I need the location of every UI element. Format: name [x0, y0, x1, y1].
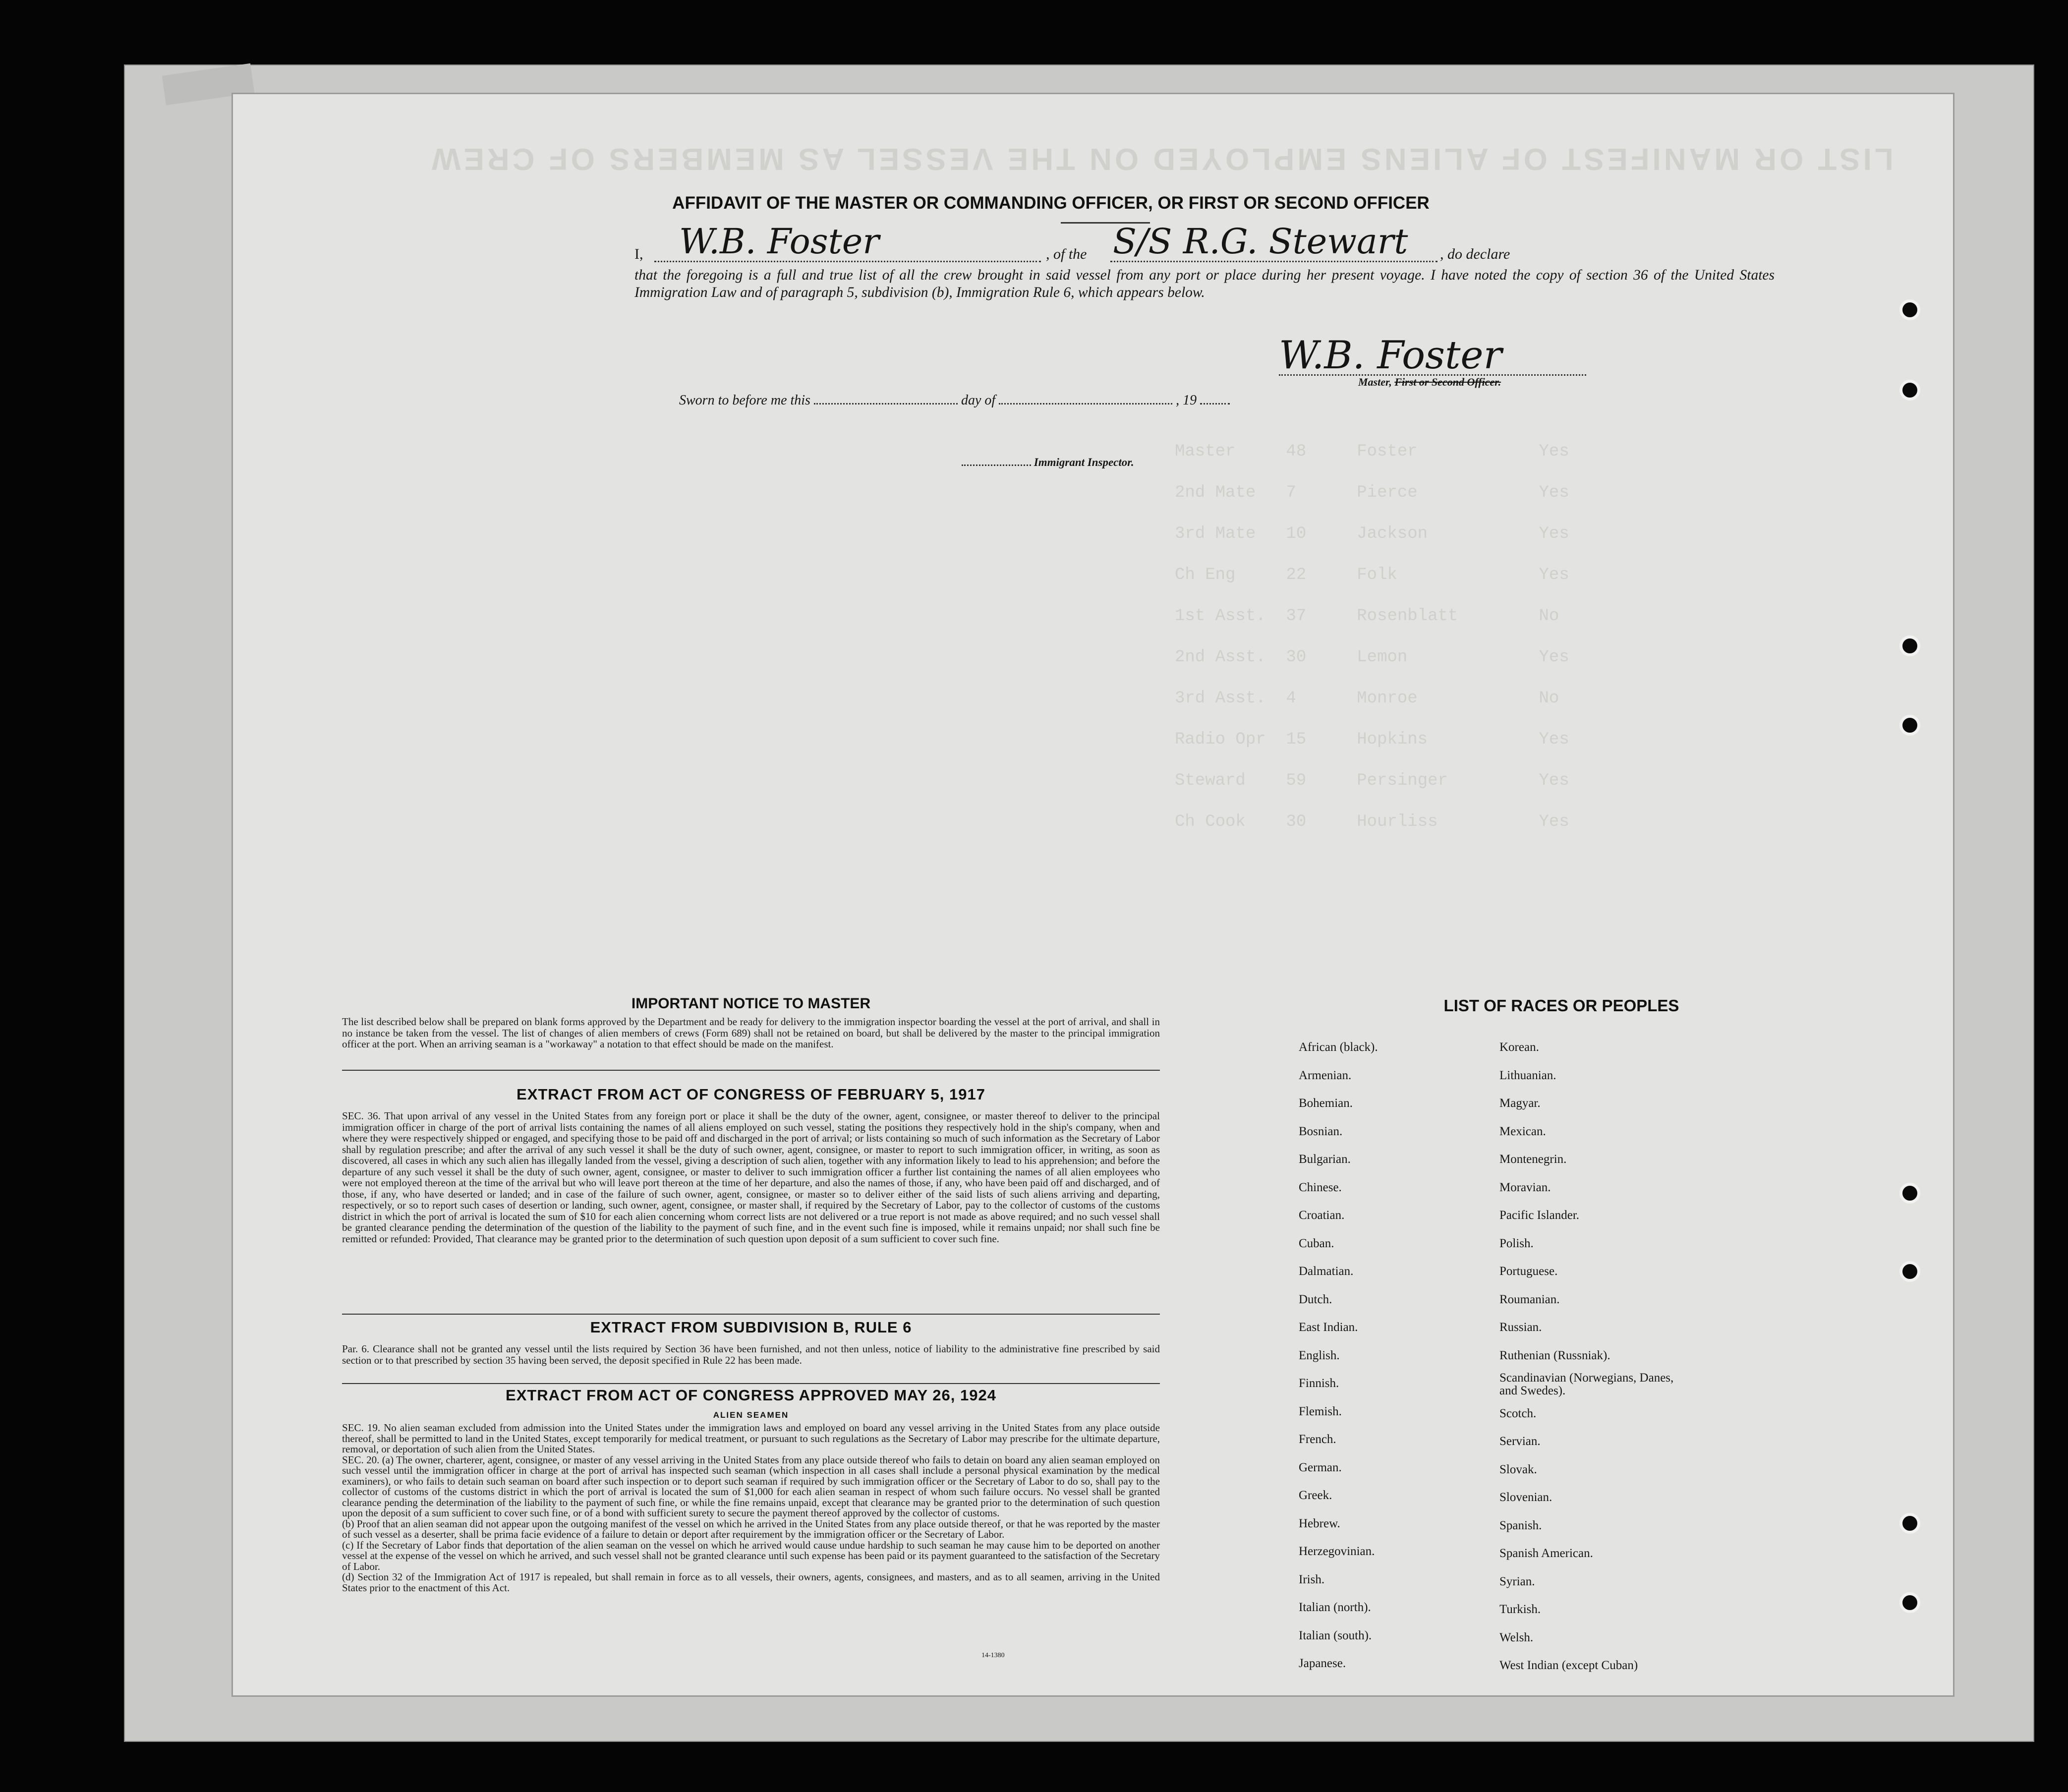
race-item: Scandinavian (Norwegians, Danes, and Swedes). — [1499, 1371, 1674, 1397]
race-item: Italian (north). — [1299, 1601, 1371, 1614]
sworn-day-blank — [814, 403, 958, 405]
race-item: Spanish American. — [1499, 1547, 1593, 1560]
race-item: Italian (south). — [1299, 1628, 1372, 1642]
affidavit-page — [233, 94, 1953, 1695]
race-item: Lithuanian. — [1499, 1068, 1556, 1082]
extract-1917-text: SEC. 36. That upon arrival of any vessel in the United States from any foreign port or place it shall be the duty of the owner, agent, consignee, or master thereof to deliver to the principal immigration officer in charge of the port of arrival lists containing the names of all aliens employed on such vessel, stating the positions they respectively hold in the ship's company, when and where they were respectively shipped or engaged, and specifying those to be paid off and discharged in the port of arrival; or lists containing so much of such information as the Secretary of Labor shall by regulation prescribe; and after the arrival of any such vessel it shall be the duty of such owner, agent, consignee, or master to report to such immigration officer, in writing, as soon as discovered, all cases in which any such alien has illegally landed from the vessel, giving a description of such alien, together with any information likely to lead to his apprehension; and before the departure of any such vessel it shall be the duty of such owner, agent, consignee, or master to deliver to such immigration officer a further list containing the names of all alien employees who were not employed thereon at the time of the arrival but who will leave port thereon at the time of her departure, and also the names of those, if any, who have been paid off and discharged, and of those, if any, who have deserted or landed; and in case of the failure of such owner, agent, consignee, or master so to deliver either of the said lists of such aliens arriving and departing, respectively, or so to report such cases of desertion or landing, such owner, agent, consignee, or master shall, if required by the Secretary of Labor, pay to the collector of customs of the customs district in which the port of arrival is located the sum of $10 for each alien concerning whom correct lists are not delivered or a true report is not made as above required; and no such vessel shall be granted clearance pending the determination of the question of the liability to the payment of such fine, and in the event such fine is imposed, while it remains unpaid; nor shall such fine be remitted or refunded: Provided, That clearance may be granted prior to the determination of such question upon deposit of a sum sufficient to cover such fine. — [342, 1110, 1160, 1245]
i-label: I, — [634, 246, 643, 262]
race-item: Japanese. — [1299, 1657, 1346, 1670]
race-item: East Indian. — [1299, 1321, 1358, 1334]
binder-hole — [1899, 1261, 1920, 1282]
signature-caption-struck: First or Second Officer. — [1394, 376, 1501, 388]
sworn-month-blank — [999, 403, 1172, 405]
sworn-label: Sworn to before me this — [679, 393, 810, 408]
race-item: Hebrew. — [1299, 1516, 1340, 1530]
race-item: Welsh. — [1499, 1630, 1534, 1644]
race-item: Chinese. — [1299, 1180, 1342, 1194]
race-item: Bohemian. — [1299, 1097, 1353, 1110]
race-item: Irish. — [1299, 1572, 1325, 1586]
race-item: Magyar. — [1499, 1097, 1541, 1110]
race-item: Syrian. — [1499, 1574, 1535, 1588]
race-item: Dutch. — [1299, 1292, 1332, 1306]
race-item: Croatian. — [1299, 1209, 1345, 1222]
extract-1924-subtitle: ALIEN SEAMEN — [713, 1410, 789, 1420]
inspector-blank — [962, 464, 1031, 466]
binder-hole — [1899, 1183, 1920, 1204]
race-item: Montenegrin. — [1499, 1153, 1567, 1166]
extract-rule6-rule — [342, 1383, 1160, 1384]
race-item: Slovenian. — [1499, 1491, 1552, 1504]
race-item: Portuguese. — [1499, 1265, 1558, 1278]
sworn-year-blank — [1200, 403, 1230, 405]
master-signature: W.B. Foster — [1279, 333, 1502, 378]
sworn-line — [679, 393, 1522, 412]
race-item: Herzegovinian. — [1299, 1545, 1375, 1558]
declaration-line — [634, 221, 1799, 269]
race-item: Turkish. — [1499, 1603, 1541, 1616]
extract-rule6-title: EXTRACT FROM SUBDIVISION B, RULE 6 — [590, 1319, 912, 1336]
binder-hole — [1899, 1513, 1920, 1534]
binder-hole — [1899, 299, 1920, 320]
race-item: Flemish. — [1299, 1404, 1342, 1418]
race-item: Slovak. — [1499, 1462, 1537, 1476]
race-item: Moravian. — [1499, 1180, 1551, 1194]
sec-20c-paragraph: (c) If the Secretary of Labor finds that deportation of the alien seaman on the vessel on which he arrived would cause undue hardship to such seaman he may cause him to be deported on another vessel at the expense of the vessel on which he arrived, and such vessel shall not be granted clearance until such expense has been paid or its payment guaranteed to the satisfaction of the Secretary of Labor. — [342, 1539, 1160, 1572]
race-item: Finnish. — [1299, 1377, 1339, 1390]
signature-caption — [1358, 376, 1501, 389]
master-name: W.B. Foster — [679, 221, 879, 262]
race-item: Russian. — [1499, 1321, 1542, 1334]
extract-rule6-text: Par. 6. Clearance shall not be granted any vessel until the lists required by Section 36 have been furnished, and not then unless, notice of liability to the administrative fine prescribed by said section or to that prescribed by section 35 having been served, the deposit specified in Rule 22 has been made. — [342, 1343, 1160, 1366]
sec-20b-paragraph: (b) Proof that an alien seaman did not appear upon the outgoing manifest of the vessel on which he arrived in the United States from any place outside thereof, or that he was reported by the master of such vessel as a deserter, shall be prima facie evidence of a failure to detain or deport after requirement by the immigration officer or the Secretary of Labor. — [342, 1517, 1160, 1540]
year-label: , 19 — [1176, 393, 1197, 408]
bleed-through-columns: Master 48 Foster Yes 2nd Mate 7 Pierce Yes 3rd Mate 10 Jackson Yes Ch Eng 22 Folk Yes 1st Asst. 37 Rosenblatt No 2nd Asst. 30 Lemon Yes 3rd Asst. 4 Monroe No Radio Opr 15 Hopkins Yes Steward 59 Persinger Yes Ch Cook 30 Hourliss Yes — [1175, 442, 1569, 831]
affidavit-statement: that the foregoing is a full and true list of all the crew brought in said vessel from any port or place during her present voyage. I have noted the copy of section 36 of the United States Immigration Law and of paragraph 5, subdivision (b), Immigration Rule 6, which appears below. — [634, 267, 1775, 300]
notice-text: The list described below shall be prepared on blank forms approved by the Department and be ready for delivery to the immigration inspector boarding the vessel at the port of arrival, and shall in no instance be taken from the vessel. The list of changes of alien members of crews (Form 689) shall not be retained on board, but shall be delivered by the master to the principal immigration officer at the port. When an arriving seaman is a "workaway" a notation to that effect should be made on the manifest. — [342, 1016, 1160, 1050]
race-item: French. — [1299, 1433, 1336, 1446]
day-label: day of — [961, 393, 996, 408]
race-item: Roumanian. — [1499, 1292, 1560, 1306]
sec-19-paragraph: SEC. 19. No alien seaman excluded from admission into the United States under the immigration laws and employed on board any vessel arriving in the United States from any place outside thereof, shall be permitted to land in the United States, except temporarily for medical treatment, or pursuant to such regulations as the Secretary of Labor may prescribe for the ultimate departure, removal, or deportation of such alien from the United States. — [342, 1422, 1160, 1455]
sec-20d-paragraph: (d) Section 32 of the Immigration Act of 1917 is repealed, but shall remain in force as to all vessels, their owners, agents, consignees, and masters, and as to all seamen, arriving in the United States prior to the enactment of this Act. — [342, 1571, 1160, 1594]
race-item: Bosnian. — [1299, 1124, 1343, 1138]
declare-label: , do declare — [1440, 246, 1510, 262]
form-number: 14-1380 — [981, 1652, 1005, 1659]
binder-hole — [1899, 380, 1920, 401]
race-item: Cuban. — [1299, 1236, 1334, 1250]
extract-1917-rule — [342, 1314, 1160, 1315]
bleed-through-title: LIST OR MANIFEST OF ALIENS EMPLOYED ON THE VESSEL AS MEMBERS OF CREW — [429, 142, 1894, 176]
of-the-label: , of the — [1046, 246, 1087, 262]
notice-rule — [342, 1070, 1160, 1071]
page-title: AFFIDAVIT OF THE MASTER OR COMMANDING OFFICER, OR FIRST OR SECOND OFFICER — [672, 193, 1430, 213]
race-item: Pacific Islander. — [1499, 1209, 1580, 1222]
race-item: Korean. — [1499, 1041, 1539, 1054]
race-item: Mexican. — [1499, 1124, 1546, 1138]
extract-1924-text — [342, 1423, 1160, 1593]
inspector-label: Immigrant Inspector. — [1034, 456, 1134, 468]
race-item: Polish. — [1499, 1236, 1534, 1250]
notice-title: IMPORTANT NOTICE TO MASTER — [631, 995, 871, 1012]
signature-caption-master: Master, — [1358, 376, 1392, 388]
binder-hole — [1899, 1592, 1920, 1613]
extract-1917-title: EXTRACT FROM ACT OF CONGRESS OF FEBRUARY 5, 1917 — [517, 1086, 985, 1103]
binder-hole — [1899, 636, 1920, 656]
races-left-column — [1299, 1034, 1378, 1678]
sec-20a-paragraph: SEC. 20. (a) The owner, charterer, agent, consignee, or master of any vessel arriving in the United States from any place outside thereof who fails to detain on board any alien seaman employed on such vessel until the immigration officer in charge at the port of arrival has inspected such seaman (which inspection in all cases shall include a personal physical examination by the medical examiners), or who fails to detain such seaman on board after such inspection or to deport such seaman if required by such immigration officer or the Secretary of Labor to do so, shall pay to the collector of customs of the customs district in which the port of arrival is located the sum of $1,000 for each alien seaman in respect of whom such failure occurs. No vessel shall be granted clearance pending the determination of the liability to the payment of such fine, or while the fine remains unpaid, except that clearance may be granted prior to the determination of such question upon the deposit of a sum sufficient to cover such fine, or of a bond with sufficient surety to secure the payment thereof approved by the collector of customs. — [342, 1453, 1160, 1519]
inspector-line — [962, 456, 1134, 469]
race-item: Greek. — [1299, 1489, 1332, 1502]
races-title: LIST OF RACES OR PEOPLES — [1443, 996, 1679, 1015]
race-item: African (black). — [1299, 1041, 1378, 1054]
race-item: West Indian (except Cuban) — [1499, 1659, 1638, 1672]
vessel-name: S/S R.G. Stewart — [1113, 221, 1408, 262]
extract-1924-title: EXTRACT FROM ACT OF CONGRESS APPROVED MAY 26, 1924 — [506, 1387, 996, 1404]
binder-hole — [1899, 715, 1920, 736]
race-item: Spanish. — [1499, 1518, 1542, 1532]
races-right-column — [1499, 1034, 1693, 1680]
race-item: Dalmatian. — [1299, 1265, 1354, 1278]
race-item: English. — [1299, 1348, 1340, 1362]
race-item: German. — [1299, 1460, 1342, 1474]
race-item: Scotch. — [1499, 1406, 1537, 1420]
race-item: Ruthenian (Russniak). — [1499, 1348, 1610, 1362]
race-item: Armenian. — [1299, 1068, 1352, 1082]
race-item: Servian. — [1499, 1435, 1541, 1448]
race-item: Bulgarian. — [1299, 1153, 1351, 1166]
